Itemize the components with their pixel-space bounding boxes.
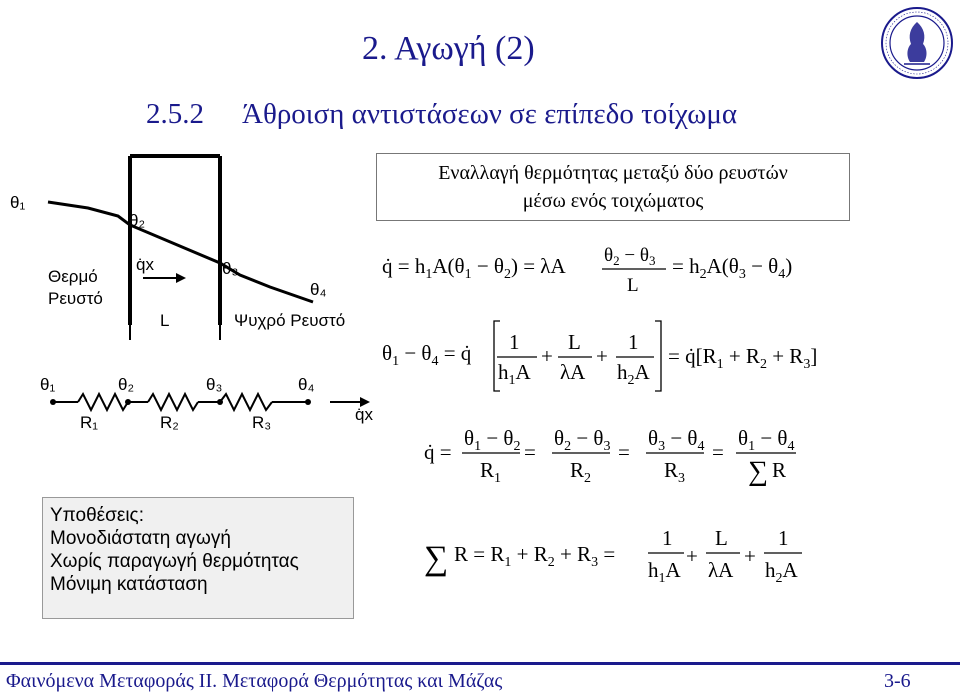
svg-text:h2A: $h_2A$ [765, 558, 798, 586]
label-L: L [160, 311, 170, 330]
university-seal-logo [880, 6, 954, 80]
label-R3: R₃ [252, 413, 272, 432]
svg-text:=: = [712, 440, 724, 464]
equation-3 [424, 426, 796, 487]
label-R2: R₂ [160, 413, 179, 432]
svg-text:R: R [772, 458, 787, 482]
svg-text:θ1 − θ2: $\theta_1 - \theta_2$ [464, 426, 521, 454]
label-theta4: θ₄ [298, 375, 315, 394]
svg-text:q̇ = h1A(θ1 − θ2) = λA: q̇ = $h_1A(\theta_1 - \theta_2) = \lambda A$ [382, 254, 566, 282]
svg-text:= h2A(θ3 − θ4): = $h_2A(\theta_3 - \theta_4)$ [672, 254, 793, 282]
svg-text:∑: ∑ [424, 540, 449, 577]
svg-text:h1A: $h_1A$ [498, 360, 531, 388]
svg-text:q̇ =: q̇ = [424, 440, 452, 464]
svg-text:R1: $R_1$ [480, 458, 502, 486]
svg-text:R2: $R_2$ [570, 458, 592, 486]
svg-text:θ3 − θ4: $\theta_3 - \theta_4$ [648, 426, 705, 454]
svg-text:λA: λA [560, 360, 586, 384]
label-theta1-top: θ₁ [10, 193, 26, 212]
label-theta2: θ₂ [118, 375, 135, 394]
page-title: 2. Αγωγή (2) [362, 30, 535, 67]
label-hot-fluid-2: Ρευστό [48, 289, 103, 308]
label-R1: R₁ [80, 413, 99, 432]
svg-text:R3: $R_3$ [664, 458, 686, 486]
svg-text:+: + [596, 344, 608, 368]
section-number: 2.5.2 [146, 98, 204, 130]
label-theta2-top: θ₂ [129, 211, 146, 230]
hypothesis-item: Μονοδιάστατη αγωγή [50, 528, 231, 549]
footer-text: Φαινόμενα Μεταφοράς ΙΙ. Μεταφορά Θερμότητας και Μάζας [6, 670, 503, 692]
svg-text:L: L [627, 275, 639, 296]
equation-4 [424, 526, 802, 586]
description-line-2: μέσω ενός τοιχώματος [522, 190, 704, 212]
equation-2 [382, 321, 817, 391]
equations [372, 225, 862, 610]
svg-text:1: 1 [662, 526, 673, 550]
label-theta1: θ₁ [40, 375, 56, 394]
label-hot-fluid-1: Θερμό [48, 267, 98, 286]
svg-text:θ2 − θ3: $\theta_2 - \theta_3$ [554, 426, 611, 454]
wall-temperature-sketch [8, 150, 380, 445]
svg-text:λA: λA [708, 558, 734, 582]
label-qx-top: q̇x [136, 255, 154, 274]
label-theta3: θ₃ [206, 375, 223, 394]
section-subtitle [146, 98, 737, 131]
hypothesis-item: Χωρίς παραγωγή θερμότητας [50, 551, 299, 572]
svg-text:h2A: $h_2A$ [617, 360, 650, 388]
svg-text:h1A: $h_1A$ [648, 558, 681, 586]
label-cold-fluid: Ψυχρό Ρευστό [234, 311, 346, 330]
svg-text:L: L [715, 526, 728, 550]
page-number: 3-6 [884, 670, 911, 692]
equation-1 [382, 245, 792, 296]
svg-text:L: L [568, 330, 581, 354]
svg-text:∑: ∑ [748, 456, 768, 487]
svg-text:=: = [524, 440, 536, 464]
hypotheses-heading: Υποθέσεις: [50, 505, 144, 526]
svg-text:θ1 − θ4 = q̇: $\theta_1 - \theta_4$ = q̇ [382, 341, 472, 369]
svg-text:+: + [541, 344, 553, 368]
svg-text:1: 1 [628, 330, 639, 354]
svg-text:= q̇[R1 + R2 + R3]: = $q̇[R_1 + R_2 + R_3]$ [668, 344, 818, 372]
description-line-1: Εναλλαγή θερμότητας μεταξύ δύο ρευστών [438, 162, 788, 184]
svg-text:θ1 − θ4: $\theta_1 - \theta_4$ [738, 426, 795, 454]
svg-text:θ2 − θ3: $\theta_2 - \theta_3$ [604, 245, 656, 268]
svg-text:1: 1 [778, 526, 789, 550]
label-theta3-top: θ₃ [222, 259, 239, 278]
label-theta4-top: θ₄ [310, 280, 327, 299]
svg-text:=: = [618, 440, 630, 464]
hypotheses-box [42, 497, 354, 619]
description-box [376, 153, 850, 221]
hypothesis-item: Μόνιμη κατάσταση [50, 574, 208, 595]
svg-text:R = R1 + R2 + R3 =: $R = R_1 + R_2 + R_3$ = [454, 542, 616, 570]
svg-text:1: 1 [509, 330, 520, 354]
footer-divider [0, 662, 960, 665]
section-title: Άθροιση αντιστάσεων σε επίπεδο τοίχωμα [242, 98, 738, 130]
svg-text:+: + [686, 544, 698, 568]
svg-text:+: + [744, 544, 756, 568]
label-qx: q̇x [355, 405, 373, 424]
